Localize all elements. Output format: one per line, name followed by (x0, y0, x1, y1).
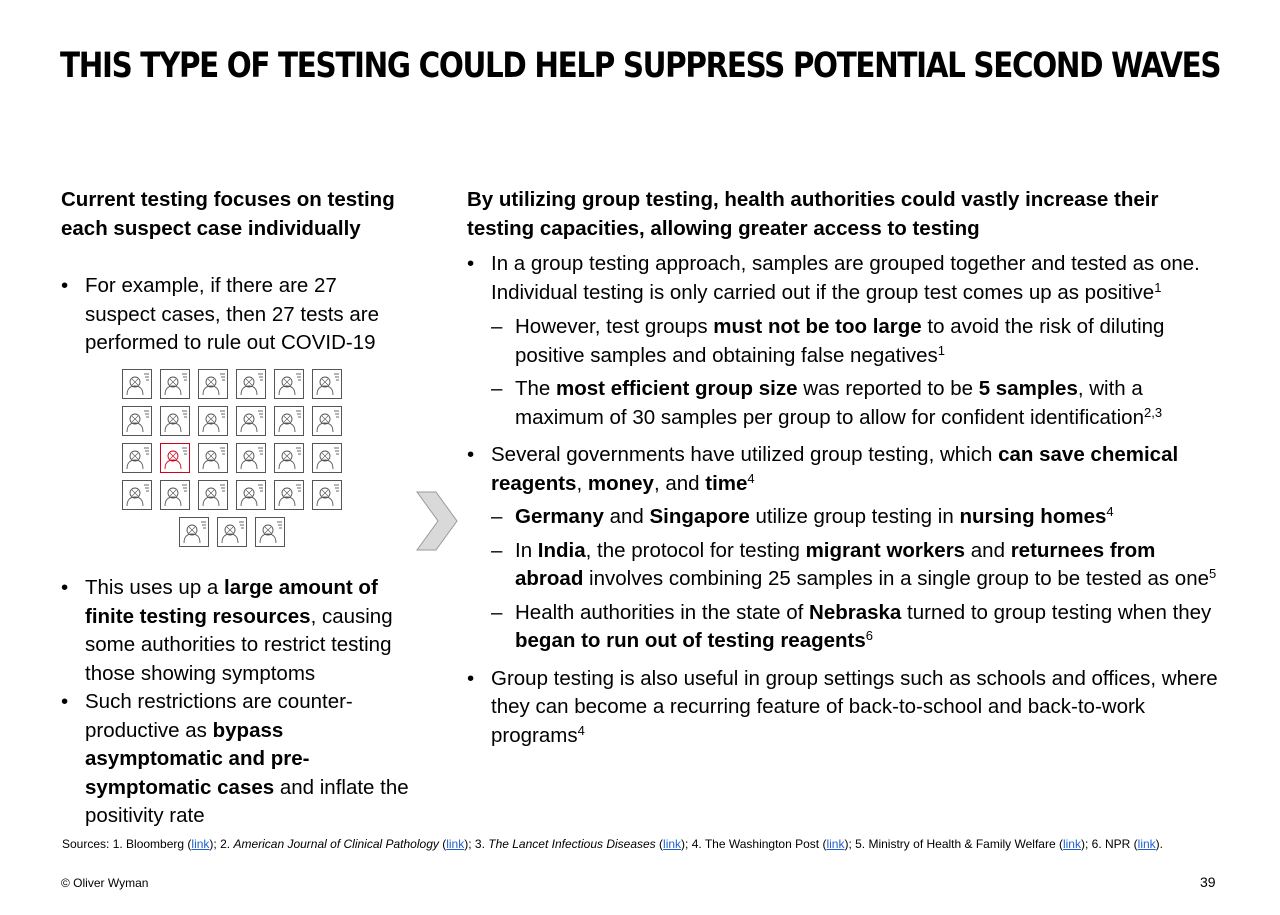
bold-span: large amount of finite testing resources (85, 576, 378, 628)
left-bullet-example-text: For example, if there are 27 suspect cases, then 27 tests are performed to rule out COVID-19 (85, 274, 379, 354)
bold-span: began to run out of testing reagents (515, 629, 866, 652)
chevron-right-icon (414, 490, 460, 552)
footnote-ref: 4 (1106, 504, 1114, 519)
text-span: In (515, 538, 538, 562)
right-column (467, 186, 1227, 750)
text-span: and inflate the positivity rate (85, 775, 409, 827)
left-bullets-top (61, 272, 431, 358)
person-test-icon (217, 517, 247, 547)
text-span: The (515, 377, 557, 400)
person-test-icon (198, 480, 228, 510)
text-span: , the protocol for testing (585, 538, 806, 562)
bold-span: 5 samples (978, 377, 1078, 400)
left-heading (61, 186, 431, 243)
journal-name: The Lancet Infectious Diseases (488, 837, 656, 851)
source-link-3[interactable]: link (663, 837, 682, 851)
text-span: ); 2. (209, 837, 234, 851)
sub-bullet-efficient-size (467, 375, 1227, 432)
sub-bullet-nebraska (467, 599, 1227, 656)
person-test-icon (236, 406, 266, 436)
person-test-icon (312, 443, 342, 473)
bold-span: most efficient group size (556, 377, 798, 400)
sources-line: Sources: 1. Bloomberg (link); 2. American Journal of Clinical Pathology (link); 3. The Lancet Infectious Diseases (link); 4. The Washington Post (link); 5. Ministry of Health & Family Welfare (link); 6. NPR (link). (62, 837, 1164, 851)
journal-name: American Journal of Clinical Pathology (233, 837, 439, 851)
text-span: was reported to be (797, 377, 979, 400)
person-test-icon (274, 443, 304, 473)
text-span: , (576, 471, 588, 495)
left-column (61, 186, 431, 827)
left-bullet-resources (61, 574, 431, 688)
person-test-icon (312, 406, 342, 436)
text-span: This uses up a (85, 576, 225, 599)
page-number: 39 (1200, 874, 1216, 890)
copyright: © Oliver Wyman (61, 876, 149, 890)
source-link-2[interactable]: link (446, 837, 465, 851)
person-test-icon (122, 406, 152, 436)
text-span: and (603, 505, 650, 528)
footnote-ref: 4 (747, 470, 755, 486)
bold-span: returnees from abroad (515, 538, 1156, 590)
person-test-icon (122, 443, 152, 473)
person-test-icon (160, 480, 190, 510)
bold-span: can save chemical reagents (491, 443, 1179, 495)
bullet-group-approach (467, 250, 1227, 307)
person-test-icon (236, 480, 266, 510)
bold-span: migrant workers (805, 538, 966, 562)
text-span: ); 5. Ministry of Health & Family Welfare ( (844, 837, 1063, 851)
footnote-ref: 1 (937, 342, 946, 358)
text-span: turned to group testing when they (901, 600, 1212, 624)
text-span: ); 6. NPR ( (1080, 837, 1138, 851)
person-test-icon (160, 406, 190, 436)
bold-span: time (705, 471, 748, 495)
person-test-icon (198, 443, 228, 473)
bold-span: Nebraska (809, 600, 902, 624)
person-test-icon (198, 369, 228, 399)
person-test-icon (236, 443, 266, 473)
source-link-5[interactable]: link (1062, 837, 1081, 851)
text-span: to avoid the risk of diluting positive samples and obtaining false negatives (515, 315, 1165, 367)
right-heading-line1: By utilizing group testing, health authorities could vastly increase their (467, 188, 1159, 211)
footnote-ref: 4 (577, 722, 585, 738)
text-span: Health authorities in the state of (515, 600, 810, 624)
person-test-icon (274, 369, 304, 399)
right-heading (467, 186, 1227, 243)
left-heading-line2: each suspect case individually (61, 216, 361, 240)
bold-span: bypass asymptomatic and pre-symptomatic cases (85, 718, 310, 799)
text-span: However, test groups (515, 315, 714, 338)
text-span: ); 3. (464, 837, 489, 851)
bullet-group-settings (467, 665, 1227, 751)
bold-span: India (537, 538, 586, 562)
bold-span: Germany (515, 505, 604, 528)
text-span: , and (653, 471, 706, 495)
page-title: THIS TYPE OF TESTING COULD HELP SUPPRESS POTENTIAL SECOND WAVES (60, 46, 1221, 86)
text-span: , with a maximum of 30 samples per group to allow for confident identification (515, 377, 1144, 429)
bold-span: nursing homes (959, 505, 1107, 528)
left-bullet-restrictions (61, 688, 425, 831)
person-test-icon (122, 480, 152, 510)
footnote-ref: 6 (865, 628, 874, 643)
person-test-icon (312, 480, 342, 510)
person-test-icon (179, 517, 209, 547)
sub-bullet-group-size-limit (467, 313, 1227, 370)
bold-span: money (587, 471, 654, 495)
bullet-governments (467, 441, 1227, 498)
source-link-1[interactable]: link (191, 837, 210, 851)
right-heading-line2: testing capacities, allowing greater access to testing (467, 216, 980, 240)
bold-span: must not be too large (713, 315, 922, 338)
person-test-icon (274, 480, 304, 510)
person-test-icon (198, 406, 228, 436)
sub-bullet-india (467, 537, 1227, 594)
text-span: ). (1155, 837, 1164, 851)
text-span: ); 4. The Washington Post ( (681, 837, 827, 851)
person-test-icon (255, 517, 285, 547)
text-span: Such restrictions are counter-productive as (85, 690, 353, 742)
text-span: utilize group testing in (749, 505, 960, 528)
source-link-4[interactable]: link (826, 837, 845, 851)
test-icon-grid (122, 369, 344, 551)
footnote-ref: 5 (1209, 566, 1217, 581)
text-span: involves combining 25 samples in a single group to be tested as one (583, 567, 1209, 590)
right-bullets (467, 250, 1227, 750)
footnote-ref: 2,3 (1143, 404, 1163, 420)
left-heading-line1: Current testing focuses on testing (61, 188, 395, 211)
bold-span: Singapore (649, 505, 750, 528)
source-link-6[interactable]: link (1137, 837, 1156, 851)
text-span: Sources: 1. Bloomberg ( (62, 837, 192, 851)
highlighted-test-icon (160, 443, 190, 473)
text-span: Several governments have utilized group testing, which (491, 443, 999, 466)
text-span: Group testing is also useful in group settings such as schools and offices, where they can become a recurring feature of back-to-school and back-to-work programs (491, 666, 1218, 747)
left-bullets-bottom (61, 574, 431, 831)
person-test-icon (236, 369, 266, 399)
text-span: and (965, 538, 1011, 562)
person-test-icon (160, 369, 190, 399)
footnote-ref: 1 (1154, 279, 1162, 295)
text-span: , causing some authorities to restrict testing those showing symptoms (85, 604, 393, 685)
left-bullet-example (61, 272, 405, 358)
sub-bullet-germany-singapore (467, 503, 1227, 532)
person-test-icon (312, 369, 342, 399)
text-span: In a group testing approach, samples are grouped together and tested as one. Individual testing is only carried out if the group test comes up as positive (491, 252, 1200, 304)
person-test-icon (274, 406, 304, 436)
person-test-icon (122, 369, 152, 399)
